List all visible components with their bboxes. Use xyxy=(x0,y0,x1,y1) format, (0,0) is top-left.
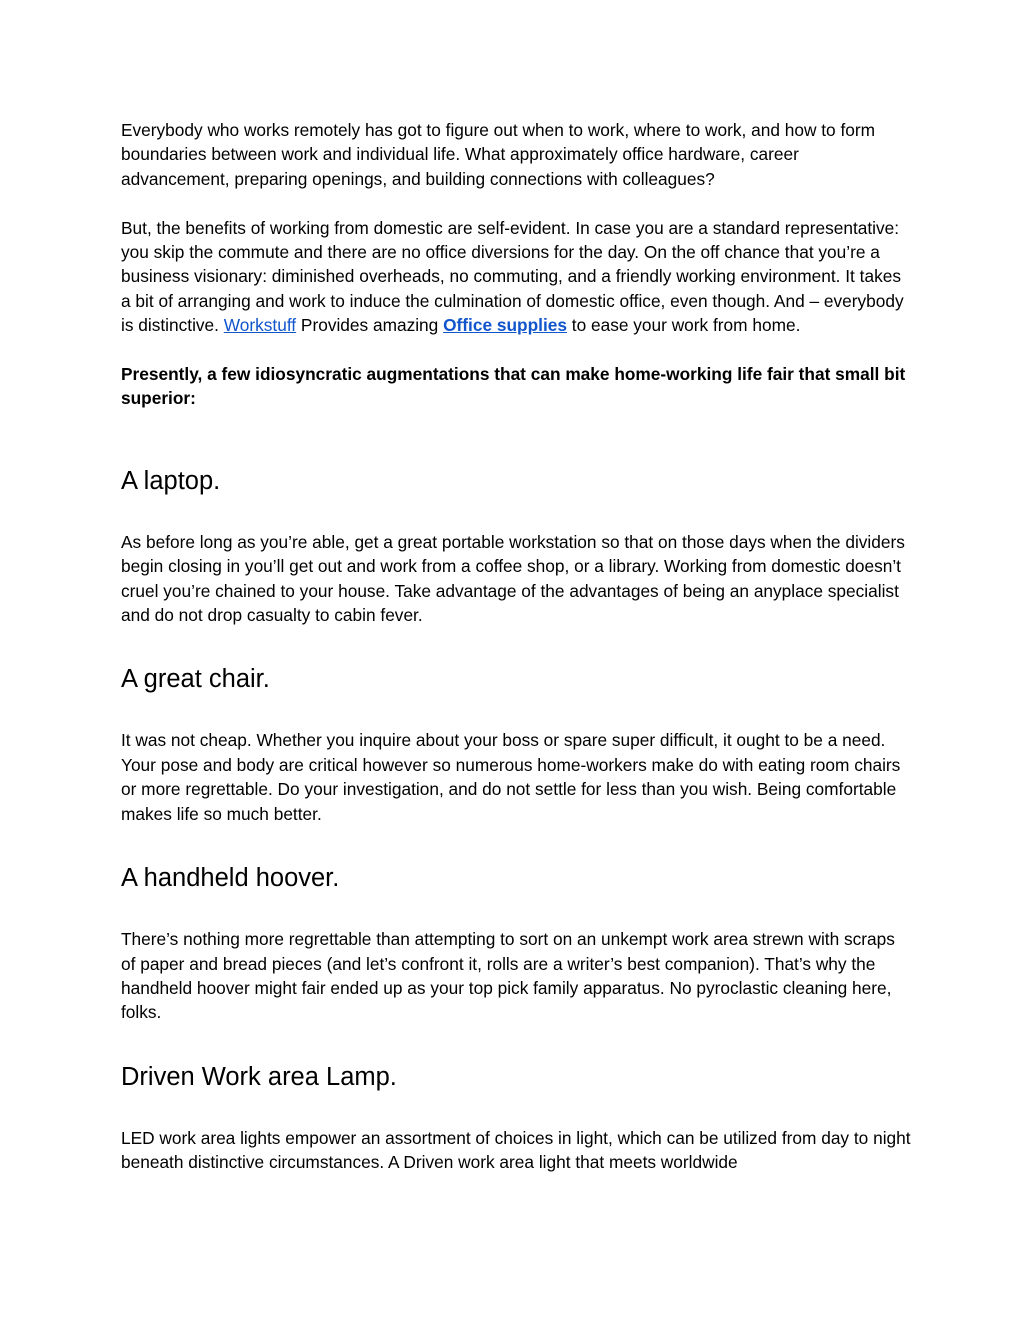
section-heading-lamp: Driven Work area Lamp. xyxy=(121,1062,397,1091)
benefits-text-end: to ease your work from home. xyxy=(566,315,801,336)
section-heading-hoover: A handheld hoover. xyxy=(121,864,340,893)
intro-paragraph: Everybody who works remotely has got to figure out when to work, where to work, and how to form boundaries between work and individual life. What approximately office hardware, career advancement, preparing openings, and building connections with colleagues? xyxy=(121,120,876,189)
benefits-text: But, the benefits of working from domestic are self-evident. In case you are a standard representative: you skip the commute and there are no office diversions for the day. On the off chance that you’re a business visionary: diminished overheads, no commuting, and a friendly working environment. It takes a bit of arranging and work to induce the culmination of domestic office, even though. And – everybody is distinctive. xyxy=(121,217,904,336)
document-page xyxy=(121,118,911,1175)
section-body-lamp: LED work area lights empower an assortment of choices in light, which can be utilized from day to night beneath distinctive circumstances. A Driven work area light that meets worldwide xyxy=(121,1127,911,1173)
section-heading-laptop: A laptop. xyxy=(121,466,221,495)
benefits-paragraph xyxy=(121,216,911,338)
section-body-chair: It was not cheap. Whether you inquire about your boss or spare super difficult, it ought to be a need. Your pose and body are critical however so numerous home-workers make do with eating room chairs or more regrettable. Do your investigation, and do not settle for less than you wish. Being comfortable makes life so much better. xyxy=(121,730,901,824)
augmentations-intro: Presently, a few idiosyncratic augmentations that can make home-working life fair that small bit superior: xyxy=(121,364,906,409)
benefits-text-middle: Provides amazing xyxy=(296,315,444,336)
section-heading-chair: A great chair. xyxy=(121,665,270,694)
workstuff-link[interactable]: Workstuff xyxy=(223,315,297,336)
section-body-laptop: As before long as you’re able, get a great portable workstation so that on those days when the dividers begin closing in you’ll get out and work from a coffee shop, or a library. Working from domestic doesn’t cruel you’re chained to your house. Take advantage of the advantages of being an anyplace specialist and do not drop casualty to cabin fever. xyxy=(121,531,905,626)
section-body-hoover: There’s nothing more regrettable than attempting to sort on an unkempt work area strewn with scraps of paper and bread pieces (and let’s confront it, rolls are a writer’s best companion). That’s why the handheld hoover might fair ended up as your top pick family apparatus. No pyroclastic cleaning here, folks. xyxy=(121,929,895,1023)
office-supplies-link[interactable]: Office supplies xyxy=(443,315,567,336)
